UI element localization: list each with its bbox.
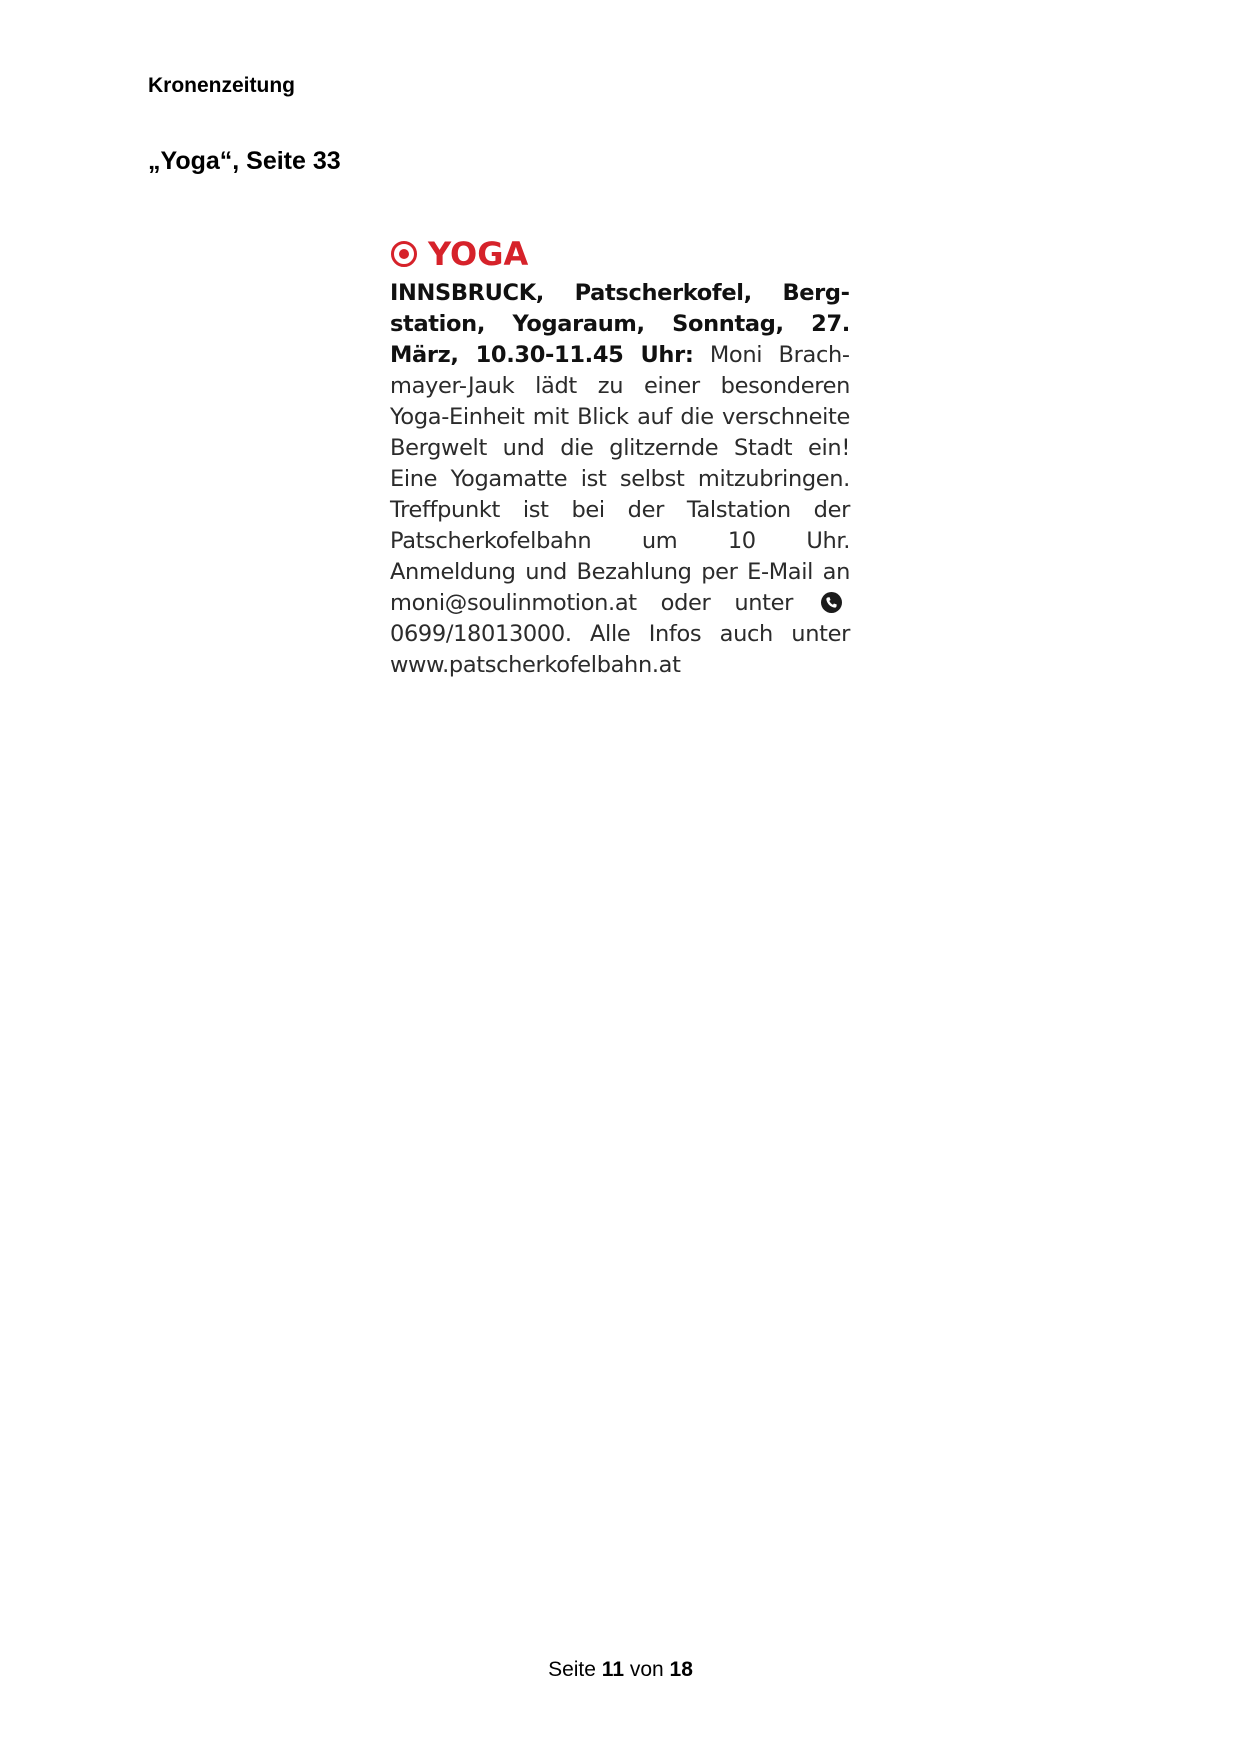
- kicker-label: YOGA: [428, 235, 529, 273]
- footer-separator: von: [629, 1658, 664, 1681]
- page-footer: [0, 1658, 1241, 1682]
- clipping-text-end: 0699/18013000. Alle Infos auch unter www.patscherkofelbahn.at: [390, 621, 850, 678]
- clipping-body: [390, 278, 850, 681]
- source-name: Kronenzeitung: [148, 74, 295, 97]
- phone-icon: [821, 592, 842, 613]
- article-reference: „Yoga“, Seite 33: [148, 147, 341, 175]
- footer-prefix: Seite: [548, 1658, 596, 1681]
- clipping-lead: INNSBRUCK, Patscherkofel, Bergstation, Yogaraum, Sonntag, 27. März, 10.30-11.45 Uhr:: [390, 280, 850, 368]
- newspaper-clipping: [390, 236, 850, 681]
- clipping-text: Moni Brachmayer-Jauk lädt zu einer besonderen Yoga-Einheit mit Blick auf die verschneite Bergwelt und die glitzernde Stadt ein! Eine Yogamatte ist selbst mitzubringen. Treffpunkt ist bei der Talstation der Patscherkofelbahn um 10 Uhr. Anmeldung und Bezahlung per E-Mail an moni@soulinmotion.at oder unter: [390, 342, 850, 616]
- footer-total-pages: 18: [669, 1658, 693, 1681]
- clipping-kicker: [390, 236, 850, 272]
- target-icon: [390, 240, 418, 268]
- footer-page-number: 11: [601, 1658, 624, 1681]
